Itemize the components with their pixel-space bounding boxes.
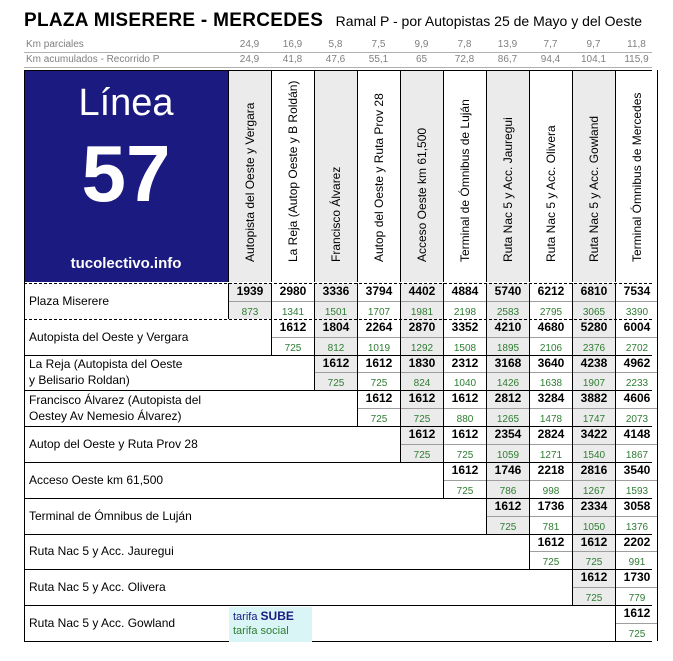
fare-social: 725 xyxy=(456,485,474,497)
fare-sube: 3540 xyxy=(623,463,651,477)
fare-sube: 2202 xyxy=(623,534,651,549)
fare-sube: 1746 xyxy=(494,463,522,477)
row-label: Terminal de Ómnibus de Luján xyxy=(29,508,192,523)
fare-sube: 4238 xyxy=(580,355,608,370)
fare-divider xyxy=(358,301,400,302)
fare-sube: 2824 xyxy=(537,427,565,442)
column-header xyxy=(357,70,400,282)
fare-divider xyxy=(358,337,400,338)
fare-cell xyxy=(486,355,529,391)
fare-social: 725 xyxy=(413,414,431,426)
fare-social: 1981 xyxy=(410,306,434,318)
column-header xyxy=(443,70,486,282)
fare-cell xyxy=(572,426,615,462)
fare-divider xyxy=(616,408,658,409)
fare-sube: 1612 xyxy=(580,570,608,585)
fare-divider xyxy=(616,337,658,338)
column-header-label: Ruta Nac 5 y Acc. Jauregui xyxy=(501,117,515,262)
fare-social: 725 xyxy=(456,449,474,461)
fare-divider xyxy=(530,516,572,517)
fare-cell xyxy=(443,319,486,355)
fare-sube: 7534 xyxy=(623,284,651,298)
fare-cell xyxy=(357,319,400,355)
fare-sube: 3640 xyxy=(537,355,565,370)
fare-sube: 1612 xyxy=(537,534,565,549)
table-top-border xyxy=(24,70,652,71)
fare-divider xyxy=(530,444,572,445)
fare-social: 2376 xyxy=(582,342,606,354)
km-acumulado-value: 72,8 xyxy=(454,54,475,65)
fare-sube: 4606 xyxy=(623,391,651,406)
fare-social: 725 xyxy=(628,628,646,640)
km-acumulado-value: 86,7 xyxy=(497,54,518,65)
fare-divider xyxy=(272,337,314,338)
fare-divider xyxy=(616,623,658,624)
fare-social: 725 xyxy=(585,593,603,605)
fare-cell xyxy=(615,283,658,319)
fare-cell xyxy=(400,283,443,319)
fare-cell xyxy=(357,283,400,319)
km-parciales-label: Km parciales xyxy=(26,39,84,50)
fare-sube: 1730 xyxy=(623,570,651,585)
fare-cell xyxy=(486,283,529,319)
fare-social: 824 xyxy=(413,378,431,390)
column-header-label: Acceso Oeste km 61,500 xyxy=(415,127,429,262)
fare-divider xyxy=(616,480,658,481)
km-acumulado-value: 24,9 xyxy=(239,54,260,65)
fare-cell xyxy=(615,462,658,498)
fare-divider xyxy=(573,408,615,409)
fare-social: 1341 xyxy=(281,306,305,318)
fare-cell xyxy=(314,283,357,319)
km-parcial-value: 24,9 xyxy=(239,39,260,50)
fare-cell xyxy=(572,462,615,498)
fare-cell xyxy=(357,355,400,391)
fare-social: 725 xyxy=(499,521,517,533)
fare-social: 1376 xyxy=(625,521,649,533)
column-header xyxy=(572,70,615,282)
fare-sube: 1612 xyxy=(365,355,393,370)
fare-social: 1292 xyxy=(410,342,434,354)
fare-divider xyxy=(573,587,615,588)
fare-divider xyxy=(530,408,572,409)
fare-social: 1019 xyxy=(367,342,391,354)
fare-social: 1478 xyxy=(539,414,563,426)
row-divider xyxy=(24,534,652,535)
fare-sube: 3058 xyxy=(623,498,651,513)
fare-divider xyxy=(530,551,572,552)
fare-cell xyxy=(400,390,443,426)
fare-cell xyxy=(529,390,572,426)
fare-divider xyxy=(616,301,658,302)
column-header xyxy=(529,70,572,282)
fare-sube: 1804 xyxy=(322,319,350,334)
fare-divider xyxy=(315,337,357,338)
fare-divider xyxy=(487,301,529,302)
row-divider xyxy=(24,355,652,356)
fare-cell xyxy=(400,355,443,391)
km-acumulado-value: 115,9 xyxy=(624,54,649,65)
fare-cell xyxy=(443,426,486,462)
row-divider xyxy=(24,426,652,427)
fare-social: 725 xyxy=(370,378,388,390)
fare-cell xyxy=(529,283,572,319)
km-parcial-value: 9,7 xyxy=(586,39,601,50)
column-header xyxy=(314,70,357,282)
row-divider xyxy=(24,390,652,391)
km-acumulados-label: Km acumulados - Recorrido P xyxy=(26,54,160,65)
fare-cell xyxy=(357,390,400,426)
fare-sube: 6810 xyxy=(580,284,608,298)
fare-social: 1895 xyxy=(496,342,520,354)
km-acumulado-value: 65 xyxy=(415,54,428,65)
fare-cell xyxy=(529,462,572,498)
fare-divider xyxy=(573,444,615,445)
legend-social: tarifa social xyxy=(233,625,289,637)
fare-divider xyxy=(616,551,658,552)
fare-sube: 1612 xyxy=(623,606,651,621)
fare-cell xyxy=(572,569,615,605)
fare-divider xyxy=(315,372,357,373)
fare-sube: 1612 xyxy=(494,498,522,513)
table-right-border xyxy=(657,70,658,641)
row-label: Autop del Oeste y Ruta Prov 28 xyxy=(29,437,198,452)
fare-sube: 2218 xyxy=(537,463,565,477)
fare-sube: 1612 xyxy=(279,319,307,334)
fare-sube: 3168 xyxy=(494,355,522,370)
fare-sube: 4402 xyxy=(408,284,436,298)
fare-sube: 5280 xyxy=(580,319,608,334)
fare-cell xyxy=(615,569,658,605)
km-parcial-value: 9,9 xyxy=(414,39,429,50)
fare-cell xyxy=(572,319,615,355)
fare-sube: 1612 xyxy=(322,355,350,370)
fare-divider xyxy=(358,408,400,409)
column-header xyxy=(271,70,314,282)
fare-social: 2073 xyxy=(625,414,649,426)
fare-cell xyxy=(615,534,658,570)
fare-cell xyxy=(615,319,658,355)
fare-divider xyxy=(401,408,443,409)
fare-sube: 2354 xyxy=(494,427,522,442)
fare-social: 2702 xyxy=(625,342,649,354)
fare-sube: 5740 xyxy=(494,284,522,298)
fare-social: 1540 xyxy=(582,449,606,461)
km-acumulado-value: 47,6 xyxy=(325,54,346,65)
fare-sube: 4884 xyxy=(451,284,479,298)
column-header-label: Francisco Álvarez xyxy=(329,166,343,262)
fare-divider xyxy=(358,372,400,373)
fare-divider xyxy=(616,372,658,373)
fare-sube: 4962 xyxy=(623,355,651,370)
km-acumulado-value: 41,8 xyxy=(282,54,303,65)
fare-cell xyxy=(615,498,658,534)
column-header xyxy=(400,70,443,282)
fare-social: 873 xyxy=(241,306,259,318)
fare-social: 725 xyxy=(542,557,560,569)
fare-sube: 1612 xyxy=(365,391,393,406)
fare-cell xyxy=(529,319,572,355)
fare-social: 2583 xyxy=(496,306,520,318)
fare-social: 2233 xyxy=(625,378,649,390)
fare-social: 812 xyxy=(327,342,345,354)
column-header xyxy=(615,70,658,282)
fare-sube: 4680 xyxy=(537,319,565,334)
fare-social: 1501 xyxy=(324,306,348,318)
fare-divider xyxy=(487,480,529,481)
fare-sube: 1612 xyxy=(580,534,608,549)
fare-divider xyxy=(616,516,658,517)
fare-sube: 2334 xyxy=(580,498,608,513)
fare-divider xyxy=(401,372,443,373)
fare-sube: 4148 xyxy=(623,427,651,442)
fare-sube: 2816 xyxy=(580,463,608,477)
fare-social: 998 xyxy=(542,485,560,497)
fare-cell xyxy=(486,462,529,498)
fare-social: 1265 xyxy=(496,414,520,426)
fare-social: 725 xyxy=(370,414,388,426)
fare-divider xyxy=(487,516,529,517)
fare-divider xyxy=(444,408,486,409)
fare-divider xyxy=(487,444,529,445)
fare-social: 1907 xyxy=(582,378,606,390)
fare-cell xyxy=(400,426,443,462)
fare-sube: 1612 xyxy=(408,427,436,442)
fare-social: 1426 xyxy=(496,378,520,390)
km-acumulado-value: 104,1 xyxy=(580,54,607,65)
km-parcial-value: 11,8 xyxy=(627,39,646,50)
column-header-label: Ruta Nac 5 y Acc. Gowland xyxy=(587,115,601,262)
fare-sube: 3336 xyxy=(322,284,350,298)
fare-sube: 2980 xyxy=(279,284,307,298)
fare-divider xyxy=(573,516,615,517)
fare-social: 1747 xyxy=(582,414,606,426)
row-divider xyxy=(24,569,652,570)
fare-social: 725 xyxy=(327,378,345,390)
fare-cell xyxy=(228,283,271,319)
fare-social: 2198 xyxy=(453,306,477,318)
fare-divider xyxy=(573,337,615,338)
row-label: Autopista del Oeste y Vergara xyxy=(29,329,189,344)
table-bottom-border xyxy=(24,641,652,642)
column-header-label: Terminal de Ómnibus de Luján xyxy=(458,99,472,262)
fare-social: 1050 xyxy=(582,521,606,533)
fare-social: 725 xyxy=(585,557,603,569)
legend-sube-text: SUBE xyxy=(260,609,294,623)
fare-divider xyxy=(229,301,271,302)
fare-sube: 2870 xyxy=(408,319,436,334)
fare-cell xyxy=(271,283,314,319)
fare-social: 781 xyxy=(542,521,560,533)
fare-social: 1267 xyxy=(582,485,606,497)
fare-divider xyxy=(444,444,486,445)
fare-social: 725 xyxy=(413,449,431,461)
fare-social: 1059 xyxy=(496,449,520,461)
fare-sube: 3422 xyxy=(580,427,608,442)
fare-divider xyxy=(401,337,443,338)
column-header xyxy=(486,70,529,282)
fare-divider xyxy=(444,372,486,373)
fare-social: 1707 xyxy=(367,306,391,318)
fare-sube: 6212 xyxy=(537,284,565,298)
fare-cell xyxy=(615,426,658,462)
km-parcial-value: 7,7 xyxy=(543,39,558,50)
column-header-label: La Reja (Autop Oeste y B Roldán) xyxy=(286,80,300,262)
fare-sube: 2312 xyxy=(451,355,479,370)
fare-cell xyxy=(314,319,357,355)
row-label: Plaza Miserere xyxy=(29,293,110,308)
route-subtitle: Ramal P - por Autopistas 25 de Mayo y del Oeste xyxy=(335,13,643,29)
fare-sube: 1939 xyxy=(236,284,264,298)
fare-divider xyxy=(487,372,529,373)
fare-social: 1271 xyxy=(539,449,563,461)
fare-divider xyxy=(315,301,357,302)
fare-social: 2106 xyxy=(539,342,563,354)
fare-cell xyxy=(529,355,572,391)
fare-divider xyxy=(573,480,615,481)
fare-cell xyxy=(529,426,572,462)
fare-sube: 2812 xyxy=(494,391,522,406)
fare-cell xyxy=(486,426,529,462)
fare-cell xyxy=(529,534,572,570)
fare-social: 1593 xyxy=(625,485,649,497)
fare-sube: 2264 xyxy=(365,319,393,334)
fare-cell xyxy=(443,462,486,498)
legend-tarifa-text: tarifa xyxy=(233,611,258,623)
column-header-label: Terminal Ómnibus de Mercedes xyxy=(630,92,644,262)
row-divider xyxy=(24,462,652,463)
fare-divider xyxy=(616,587,658,588)
row-label: Ruta Nac 5 y Acc. Jauregui xyxy=(29,544,174,559)
row-label: Francisco Álvarez (Autopista del Oestey Av Nemesio Álvarez) xyxy=(29,393,202,424)
fare-social: 1867 xyxy=(625,449,649,461)
fare-divider xyxy=(487,337,529,338)
fare-sube: 1612 xyxy=(451,463,479,477)
fare-cell xyxy=(486,390,529,426)
fare-legend xyxy=(229,607,312,642)
fare-divider xyxy=(444,480,486,481)
fare-social: 779 xyxy=(628,593,646,605)
fare-divider xyxy=(530,480,572,481)
fare-social: 1508 xyxy=(453,342,477,354)
column-header-label: Ruta Nac 5 y Acc. Olivera xyxy=(544,125,558,262)
row-label: Acceso Oeste km 61,500 xyxy=(29,472,164,487)
km-parcial-value: 5,8 xyxy=(328,39,343,50)
column-header-label: Autop del Oeste y Ruta Prov 28 xyxy=(372,93,386,262)
fare-divider xyxy=(573,372,615,373)
fare-divider xyxy=(401,444,443,445)
km-parcial-value: 13,9 xyxy=(497,39,518,50)
km-parcial-value: 16,9 xyxy=(282,39,303,50)
column-header xyxy=(228,70,271,282)
fare-divider xyxy=(272,301,314,302)
fare-cell xyxy=(443,283,486,319)
fare-divider xyxy=(487,408,529,409)
fare-sube: 1612 xyxy=(451,391,479,406)
table-left-border xyxy=(24,70,25,641)
fare-social: 3065 xyxy=(582,306,606,318)
fare-cell xyxy=(271,319,314,355)
legend-sube xyxy=(233,609,308,623)
fare-sube: 3352 xyxy=(451,319,479,334)
fare-cell xyxy=(572,390,615,426)
row-divider xyxy=(24,319,652,320)
row-label: La Reja (Autopista del Oeste y Belisario Roldan) xyxy=(29,357,183,388)
fare-divider xyxy=(530,337,572,338)
fare-cell xyxy=(572,283,615,319)
row-label: Ruta Nac 5 y Acc. Gowland xyxy=(29,616,176,631)
fare-divider xyxy=(444,301,486,302)
fare-divider xyxy=(573,301,615,302)
fare-sube: 3794 xyxy=(365,284,393,298)
fare-divider xyxy=(401,301,443,302)
fare-divider xyxy=(530,301,572,302)
fare-sube: 6004 xyxy=(623,319,651,334)
fare-cell xyxy=(314,355,357,391)
logo-site: tucolectivo.info xyxy=(70,255,182,272)
fare-cell xyxy=(486,319,529,355)
fare-social: 3390 xyxy=(625,306,649,318)
fare-cell xyxy=(615,390,658,426)
fare-cell xyxy=(615,355,658,391)
fare-divider xyxy=(573,551,615,552)
fare-divider xyxy=(616,444,658,445)
fare-social: 880 xyxy=(456,414,474,426)
fare-social: 991 xyxy=(628,557,646,569)
logo-linea-text: Línea xyxy=(78,82,174,124)
fare-cell xyxy=(572,498,615,534)
fare-cell xyxy=(529,498,572,534)
fare-social: 1638 xyxy=(539,378,563,390)
fare-social: 2795 xyxy=(539,306,563,318)
km-acumulado-value: 94,4 xyxy=(540,54,561,65)
fare-cell xyxy=(486,498,529,534)
fare-sube: 4210 xyxy=(494,319,522,334)
row-divider xyxy=(24,605,652,606)
km-acumulado-value: 55,1 xyxy=(368,54,389,65)
row-divider xyxy=(24,283,652,284)
fare-cell xyxy=(615,605,658,641)
fare-sube: 1612 xyxy=(408,391,436,406)
fare-cell xyxy=(572,355,615,391)
column-header-label: Autopista del Oeste y Vergara xyxy=(243,102,257,262)
fare-sube: 1612 xyxy=(451,427,479,442)
fare-cell xyxy=(400,319,443,355)
fare-sube: 1736 xyxy=(537,498,565,513)
km-parcial-value: 7,5 xyxy=(371,39,386,50)
row-divider xyxy=(24,498,652,499)
fare-social: 725 xyxy=(284,342,302,354)
fare-social: 1040 xyxy=(453,378,477,390)
row-label: Ruta Nac 5 y Acc. Olivera xyxy=(29,580,166,595)
fare-divider xyxy=(444,337,486,338)
logo-line-number: 57 xyxy=(81,129,171,218)
fare-cell xyxy=(572,534,615,570)
fare-cell xyxy=(443,390,486,426)
fare-sube: 1830 xyxy=(408,355,436,370)
fare-cell xyxy=(443,355,486,391)
fare-sube: 3882 xyxy=(580,391,608,406)
fare-sube: 3284 xyxy=(537,391,565,406)
route-title: PLAZA MISERERE - MERCEDES xyxy=(24,10,324,31)
fare-social: 786 xyxy=(499,485,517,497)
fare-divider xyxy=(530,372,572,373)
km-parcial-value: 7,8 xyxy=(457,39,472,50)
